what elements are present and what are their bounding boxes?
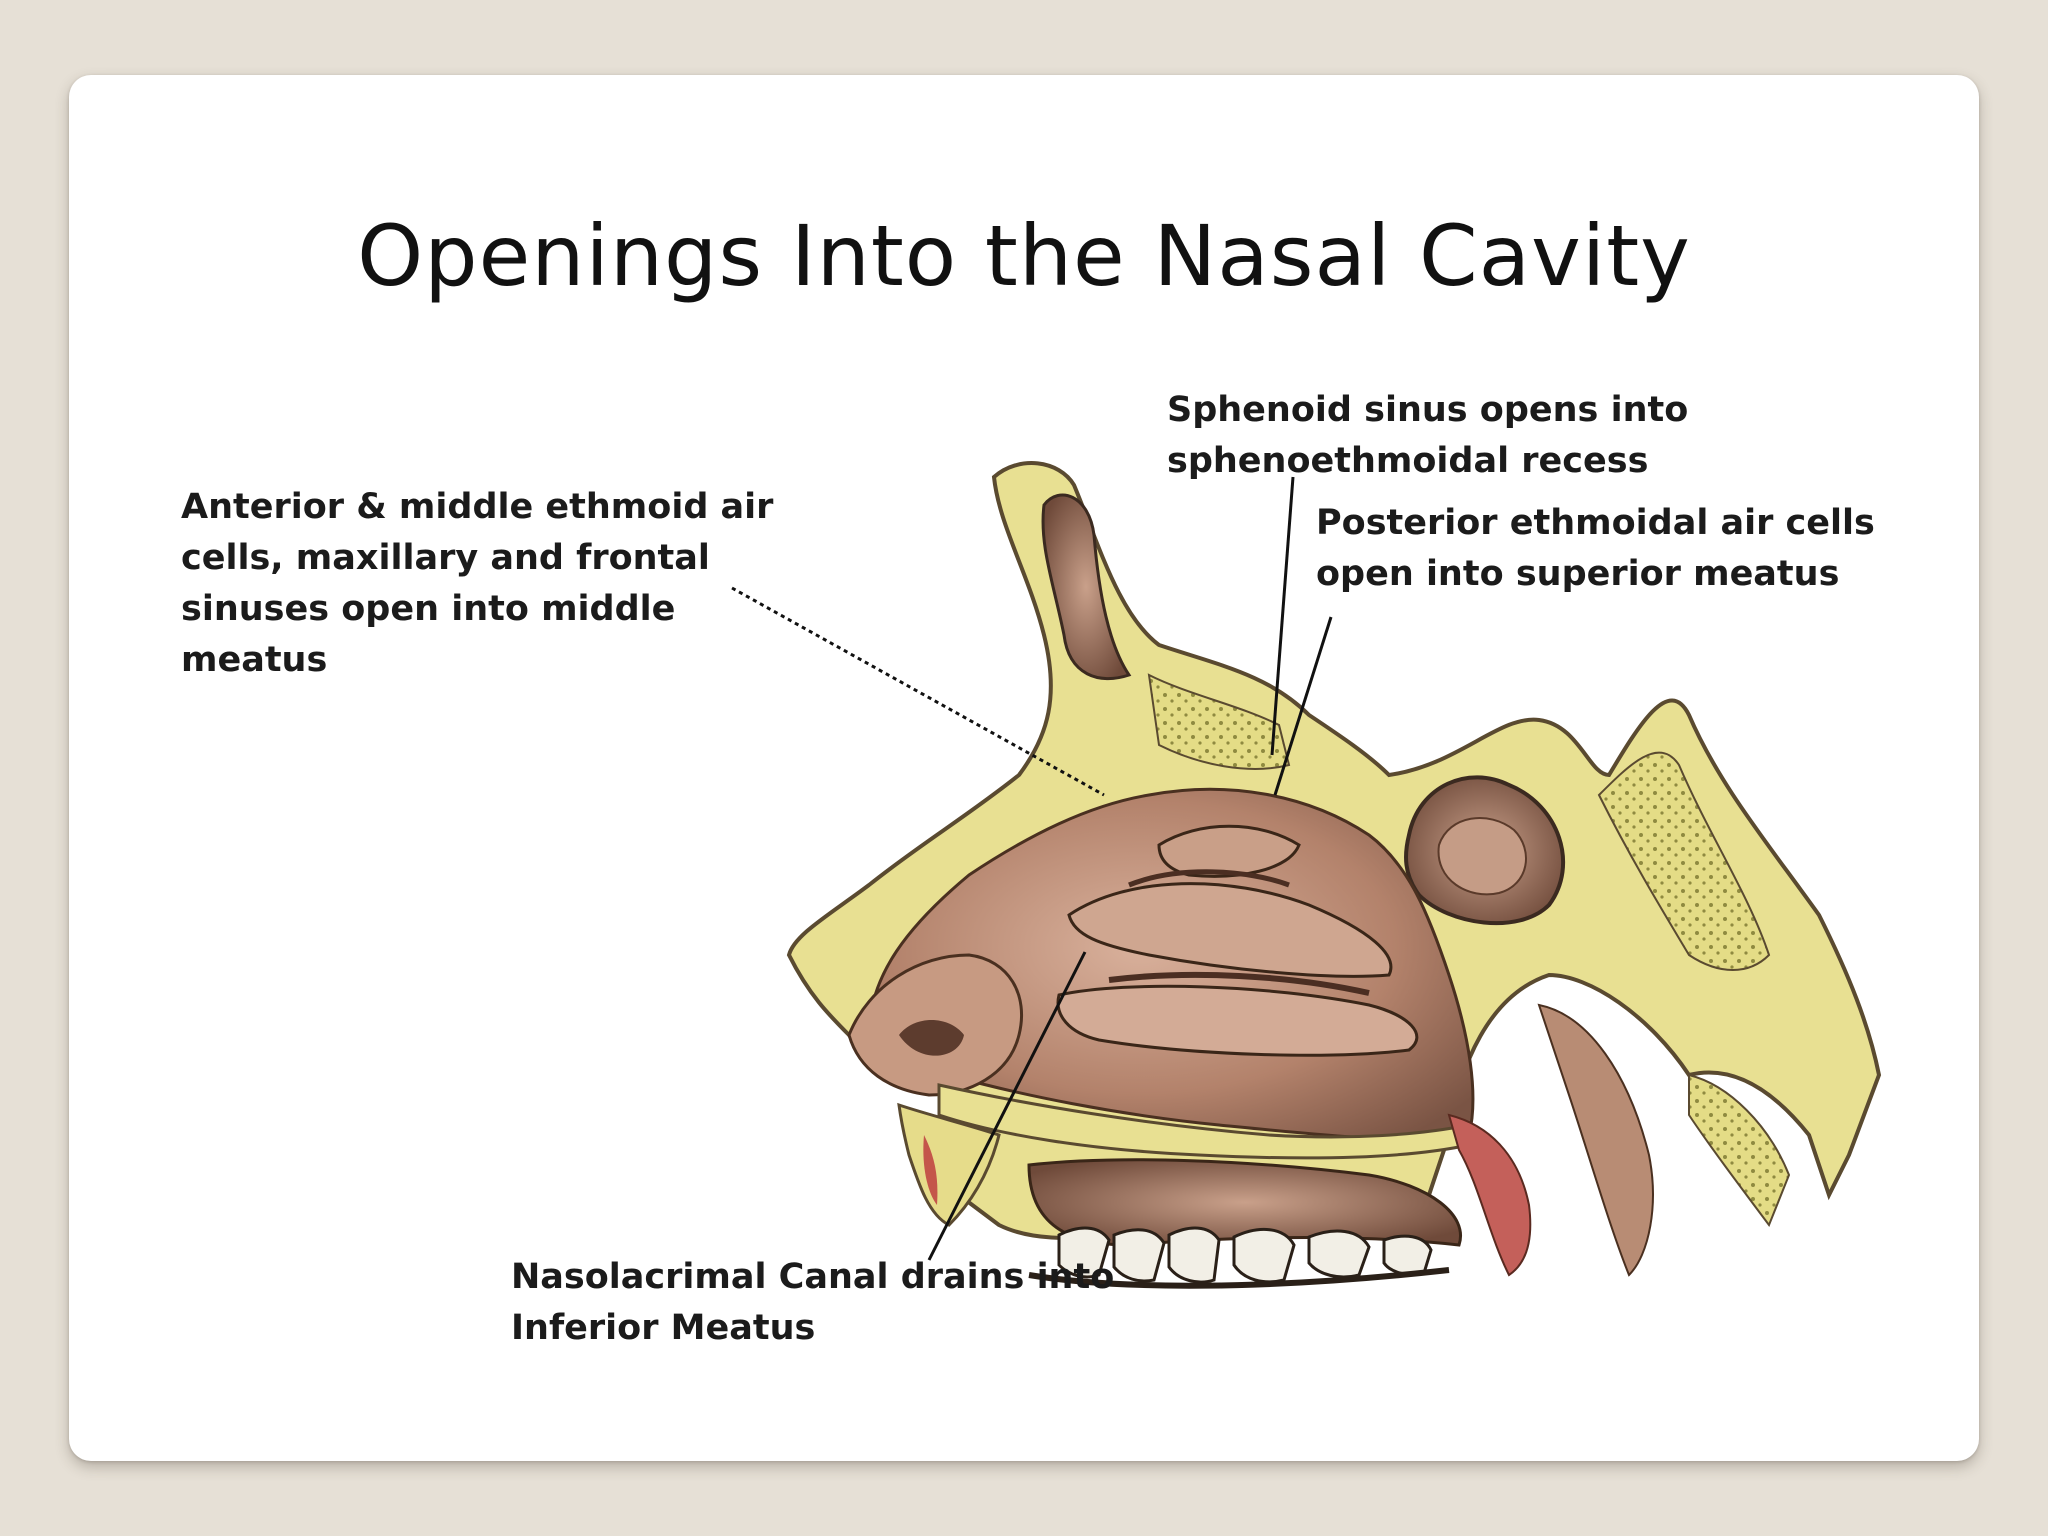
label-ethmoid-anterior: Anterior & middle ethmoid air cells, maxillary and frontal sinuses open into middle meatus bbox=[181, 487, 774, 680]
label-sphenoid: Sphenoid sinus opens into sphenoethmoidal recess bbox=[1167, 390, 1689, 481]
tooth bbox=[1309, 1231, 1369, 1277]
pharynx-wall bbox=[1539, 1005, 1653, 1275]
tooth bbox=[1384, 1236, 1431, 1274]
tooth bbox=[1234, 1229, 1294, 1281]
slide-title: Openings Into the Nasal Cavity bbox=[357, 207, 1691, 305]
label-nasolacrimal: Nasolacrimal Canal drains into Inferior Meatus bbox=[511, 1257, 1115, 1348]
tooth bbox=[1169, 1228, 1219, 1282]
slide bbox=[69, 75, 1979, 1461]
label-posterior-ethmoid: Posterior ethmoidal air cells open into superior meatus bbox=[1316, 503, 1875, 594]
soft-palate bbox=[1449, 1115, 1530, 1275]
tooth bbox=[1114, 1230, 1164, 1281]
